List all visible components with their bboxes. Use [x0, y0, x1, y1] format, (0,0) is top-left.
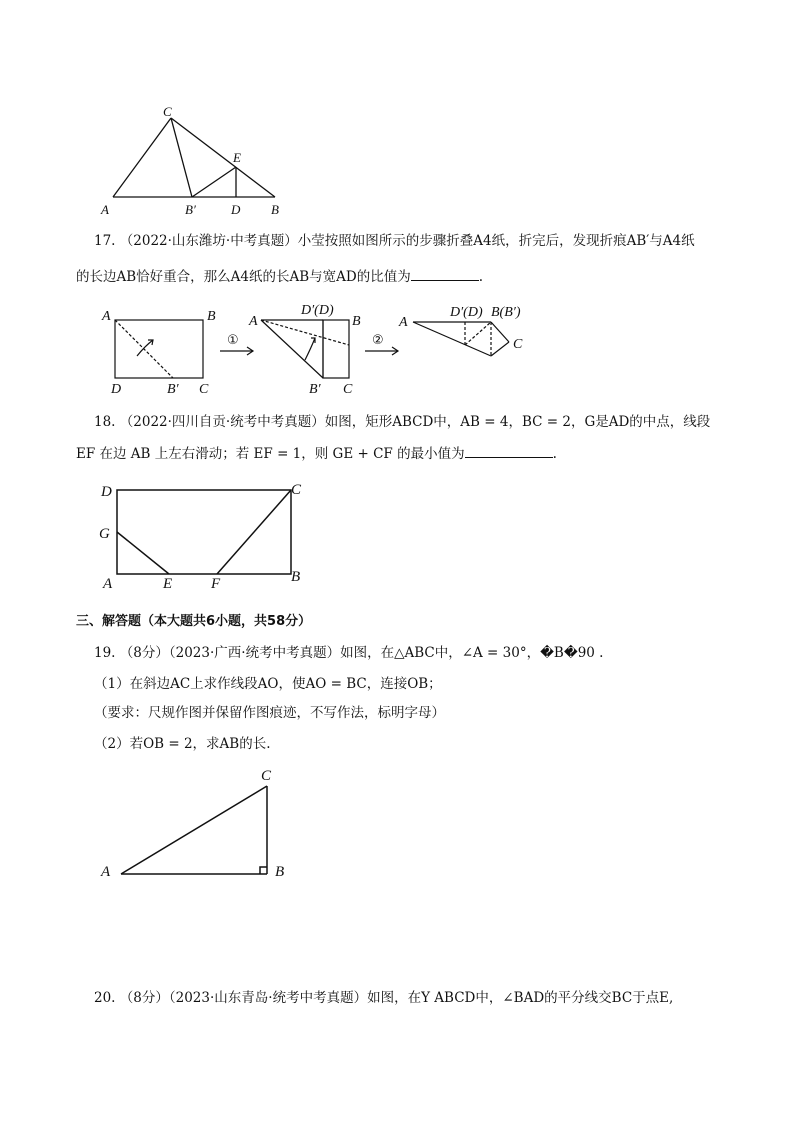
q19-part2: （2）若OB = 2，求AB的长.	[94, 736, 271, 752]
p3-label-BBp: B(B′)	[491, 305, 521, 320]
p2-label-B: B	[352, 314, 361, 329]
q19-score: （8分）	[119, 645, 169, 661]
q18-line2	[76, 443, 557, 464]
q18-line1	[94, 412, 710, 432]
q19-part1: （1）在斜边AC上求作线段AO，使AO = BC，连接OB；	[94, 676, 442, 692]
q17-line2	[76, 266, 483, 287]
label-B: B	[291, 569, 301, 585]
figure-rectangle-abcd	[95, 478, 315, 593]
q18-end: .	[552, 446, 557, 462]
q17-end: .	[478, 269, 484, 285]
step-1-mark: ①	[227, 333, 239, 348]
label-D: D	[101, 484, 112, 500]
q20-score: （8分）	[119, 990, 169, 1006]
step-2-mark: ②	[372, 333, 384, 348]
q20-text: 如图，在Y ABCD中，∠BAD的平分线交BC于点E,	[367, 990, 674, 1006]
label-B: B	[275, 864, 285, 880]
p2-label-C: C	[343, 382, 353, 397]
p1-label-Bp: B′	[167, 382, 179, 397]
p2-label-Bp: B′	[309, 382, 321, 397]
q20-number: 20.	[94, 990, 116, 1006]
q20-stem	[94, 988, 673, 1008]
label-A: A	[101, 202, 109, 217]
q17-text-1: 小莹按照如图所示的步骤折叠A4纸，折完后，发现折痕AB′与A4纸	[297, 233, 695, 249]
label-A: A	[101, 864, 111, 880]
q18-text-1: 如图，矩形ABCD中，AB = 4，BC = 2，G是AD的中点，线段	[324, 414, 711, 430]
q19-source: （2023·广西·统考中考真题）	[168, 645, 341, 661]
p1-label-C: C	[199, 382, 209, 397]
p1-label-D: D	[111, 382, 122, 397]
p1-label-B: B	[207, 309, 216, 324]
q18-number: 18.	[94, 414, 116, 430]
q17-source: （2022·山东潍坊·中考真题）	[119, 233, 298, 249]
section-heading: 三、解答题（本大题共6小题，共58分）	[76, 614, 312, 629]
q17-line1	[94, 231, 695, 251]
figure-right-triangle	[95, 762, 305, 887]
p2-label-A: A	[249, 314, 258, 329]
p1-label-A: A	[102, 309, 111, 324]
p3-label-Dp: D′(D)	[450, 305, 483, 320]
q17-answer-blank[interactable]	[411, 266, 479, 281]
q19-stem	[94, 643, 603, 663]
label-G: G	[99, 526, 110, 542]
q18-source: （2022·四川自贡·统考中考真题）	[119, 414, 325, 430]
q19-number: 19.	[94, 645, 116, 661]
q18-answer-blank[interactable]	[465, 443, 553, 458]
label-B: B	[271, 202, 279, 217]
figure-triangle-fold	[95, 100, 300, 220]
label-Bp: B′	[185, 202, 196, 217]
label-C: C	[261, 768, 272, 784]
label-E: E	[233, 150, 241, 165]
q18-text-2: EF 在边 AB 上左右滑动；若 EF = 1，则 GE + CF 的最小值为	[76, 446, 465, 462]
q17-number: 17.	[94, 233, 116, 249]
figure-a4-folding-steps	[95, 300, 535, 400]
label-F: F	[211, 576, 221, 592]
q19-text: 如图，在△ABC中，∠A = 30°，�B�90 .	[340, 645, 604, 661]
q20-source: （2023·山东青岛·统考中考真题）	[168, 990, 368, 1006]
p2-label-Dp: D′(D)	[301, 303, 334, 318]
q19-requirement: （要求：尺规作图并保留作图痕迹，不写作法，标明字母）	[94, 705, 445, 721]
q17-text-2: 的长边AB恰好重合，那么A4纸的长AB与宽AD的比值为	[76, 269, 411, 285]
p3-label-C: C	[513, 337, 523, 352]
label-D: D	[231, 202, 241, 217]
label-C: C	[163, 104, 172, 119]
label-A: A	[103, 576, 113, 592]
label-C: C	[291, 482, 302, 498]
p3-label-A: A	[399, 315, 408, 330]
label-E: E	[163, 576, 173, 592]
